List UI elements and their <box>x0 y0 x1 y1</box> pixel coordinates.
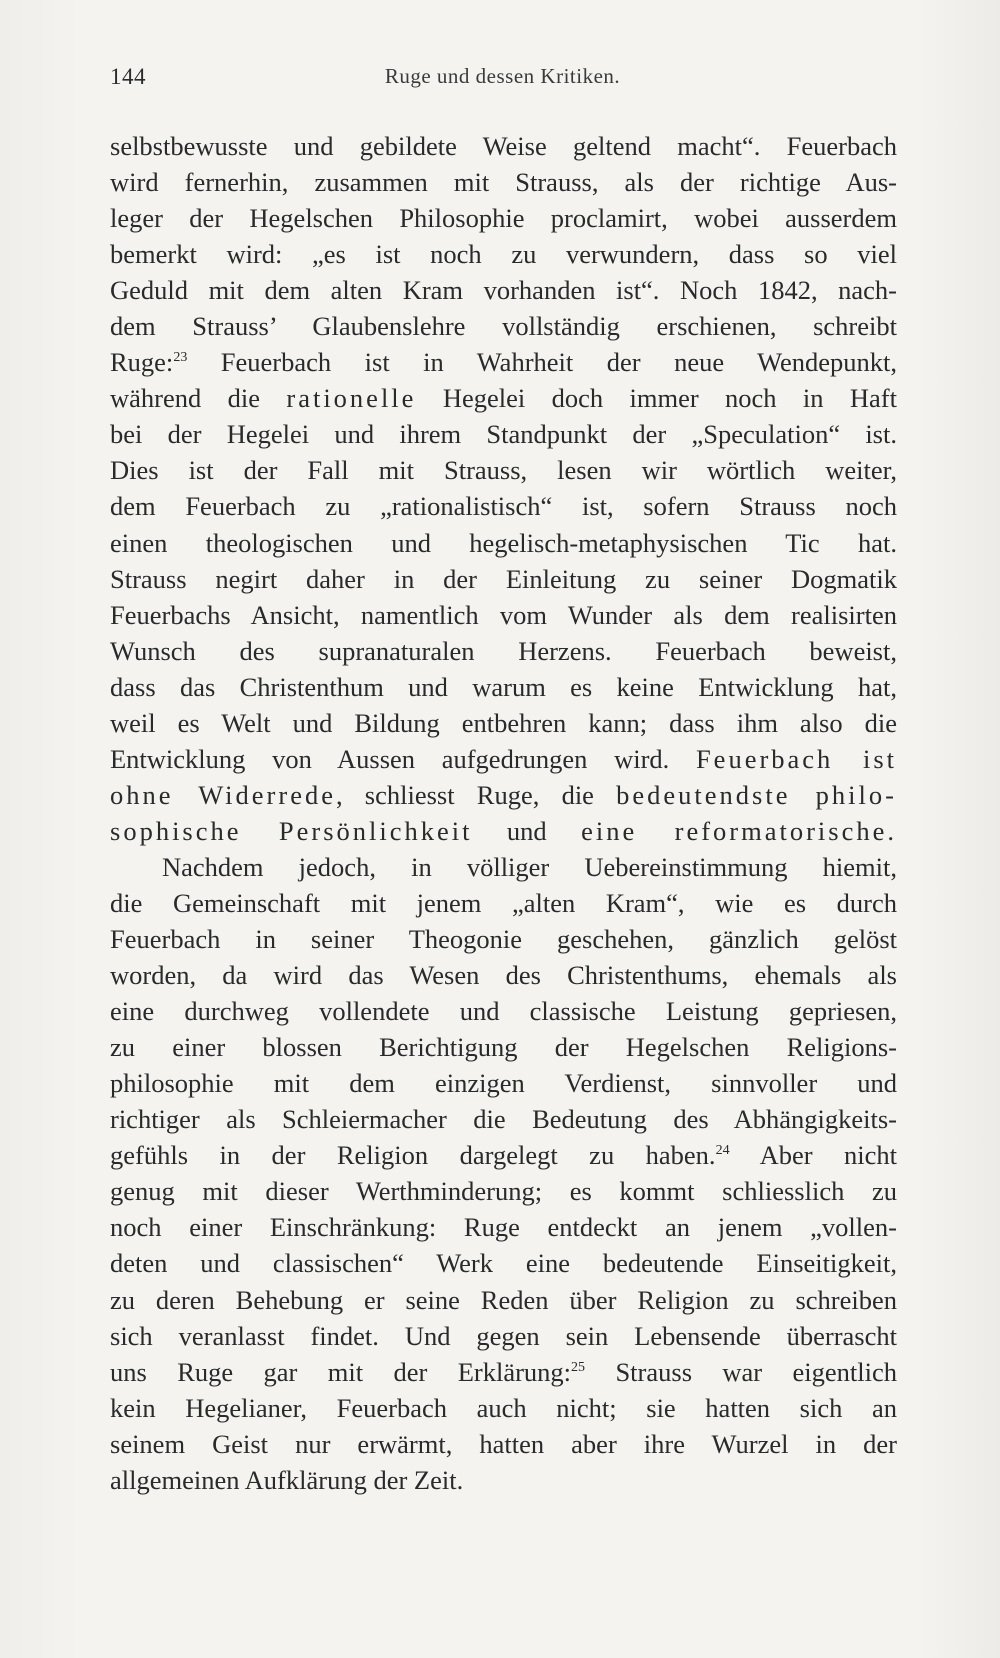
page-number: 144 <box>110 64 146 89</box>
running-head: Ruge und dessen Kritiken. <box>384 64 621 88</box>
footnote-marker-25: 25 <box>571 1359 586 1375</box>
text-line: deten und classischen“ Werk eine bedeutende Einseitigkeit, <box>110 1248 897 1279</box>
text-line-paragraph-end: allgemeinen Aufklärung der Zeit. <box>110 1464 464 1495</box>
text-line <box>110 380 897 416</box>
text-segment: Aber nicht <box>729 1140 897 1171</box>
text-line-paragraph-start: Nachdem jedoch, in völliger Uebereinstimmung hiemit, <box>162 851 897 882</box>
emphasis-persoenlichkeit: sophische Persönlichkeit <box>110 815 473 846</box>
text-line: Feuerbachs Ansicht, namentlich vom Wunder als dem realisirten <box>110 599 897 630</box>
text-segment: uns Ruge gar mit der Erklärung: <box>110 1356 572 1387</box>
text-line: die Gemeinschaft mit jenem „alten Kram“, wie es durch <box>110 887 897 918</box>
text-segment: Feuerbach ist in Wahrheit der neue Wendepunkt, <box>187 347 897 378</box>
text-line: weil es Welt und Bildung entbehren kann; dass ihm also die <box>110 707 897 738</box>
text-line: Strauss negirt daher in der Einleitung zu seiner Dogmatik <box>110 563 897 594</box>
text-line: dem Feuerbach zu „rationalistisch“ ist, sofern Strauss noch <box>110 491 897 522</box>
text-segment: und <box>472 815 582 846</box>
text-line: selbstbewusste und gebildete Weise geltend macht“. Feuerbach <box>110 131 897 161</box>
text-line: bemerkt wird: „es ist noch zu verwundern, dass so viel <box>110 239 897 270</box>
footnote-marker-24: 24 <box>715 1143 730 1159</box>
text-line: genug mit dieser Werthminderung; es kommt schliesslich zu <box>110 1176 897 1207</box>
text-line <box>110 813 897 849</box>
text-segment: , schliesst Ruge, die <box>335 779 617 810</box>
text-line <box>110 1354 897 1390</box>
text-line: worden, da wird das Wesen des Christenthums, ehemals als <box>110 960 897 991</box>
emphasis-ohne-widerrede: ohne Widerrede <box>110 779 336 810</box>
text-line: philosophie mit dem einzigen Verdienst, sinnvoller und <box>110 1068 897 1099</box>
text-line: bei der Hegelei und ihrem Standpunkt der „Speculation“ ist. <box>110 419 897 450</box>
text-segment: gefühls in der Religion dargelegt zu haben. <box>110 1140 716 1171</box>
text-line <box>110 741 897 777</box>
text-line: zu deren Behebung er seine Reden über Religion zu schreiben <box>110 1284 897 1315</box>
text-line <box>110 344 897 380</box>
text-segment: Strauss war eigentlich <box>585 1356 897 1387</box>
text-segment: Entwicklung von Aussen aufgedrungen wird. <box>110 743 696 774</box>
emphasis-reformatorische: eine reformatorische. <box>581 815 898 846</box>
text-line: dass das Christenthum und warum es keine Entwicklung hat, <box>110 671 897 702</box>
text-line: seinem Geist nur erwärmt, hatten aber ihre Wurzel in der <box>110 1428 897 1459</box>
body-text <box>110 128 897 1498</box>
text-segment: Hegelei doch immer noch in Haft <box>416 383 897 414</box>
emphasis-rationelle: rationelle <box>286 383 417 414</box>
text-line: Dies ist der Fall mit Strauss, lesen wir wörtlich weiter, <box>110 455 897 486</box>
text-line: leger der Hegelschen Philosophie proclamirt, wobei ausserdem <box>110 203 897 234</box>
text-line <box>110 777 897 813</box>
text-line: Geduld mit dem alten Kram vorhanden ist“. Noch 1842, nach- <box>110 275 897 306</box>
text-line: eine durchweg vollendete und classische Leistung gepriesen, <box>110 996 897 1027</box>
text-line: Wunsch des supranaturalen Herzens. Feuerbach beweist, <box>110 635 897 666</box>
footnote-marker-23: 23 <box>173 350 188 366</box>
page-header <box>110 64 895 96</box>
text-line: wird fernerhin, zusammen mit Strauss, als der richtige Aus- <box>110 167 897 198</box>
text-segment: Ruge: <box>110 347 174 378</box>
text-line: sich veranlasst findet. Und gegen sein Lebensende überrascht <box>110 1320 897 1351</box>
emphasis-feuerbach-ist: Feuerbach ist <box>695 743 897 774</box>
text-line: noch einer Einschränkung: Ruge entdeckt an jenem „vollen- <box>110 1212 897 1243</box>
text-line: einen theologischen und hegelisch-metaphysischen Tic hat. <box>110 527 897 558</box>
text-line: kein Hegelianer, Feuerbach auch nicht; sie hatten sich an <box>110 1392 897 1423</box>
text-line: richtiger als Schleiermacher die Bedeutung des Abhängigkeits- <box>110 1104 897 1135</box>
text-line: zu einer blossen Berichtigung der Hegelschen Religions- <box>110 1032 897 1063</box>
text-line: dem Strauss’ Glaubenslehre vollständig erschienen, schreibt <box>110 311 897 342</box>
text-segment: während die <box>110 383 287 414</box>
text-line <box>110 1137 897 1173</box>
emphasis-bedeutendste: bedeutendste philo- <box>616 779 897 810</box>
text-line: Feuerbach in seiner Theogonie geschehen, gänzlich gelöst <box>110 924 897 955</box>
